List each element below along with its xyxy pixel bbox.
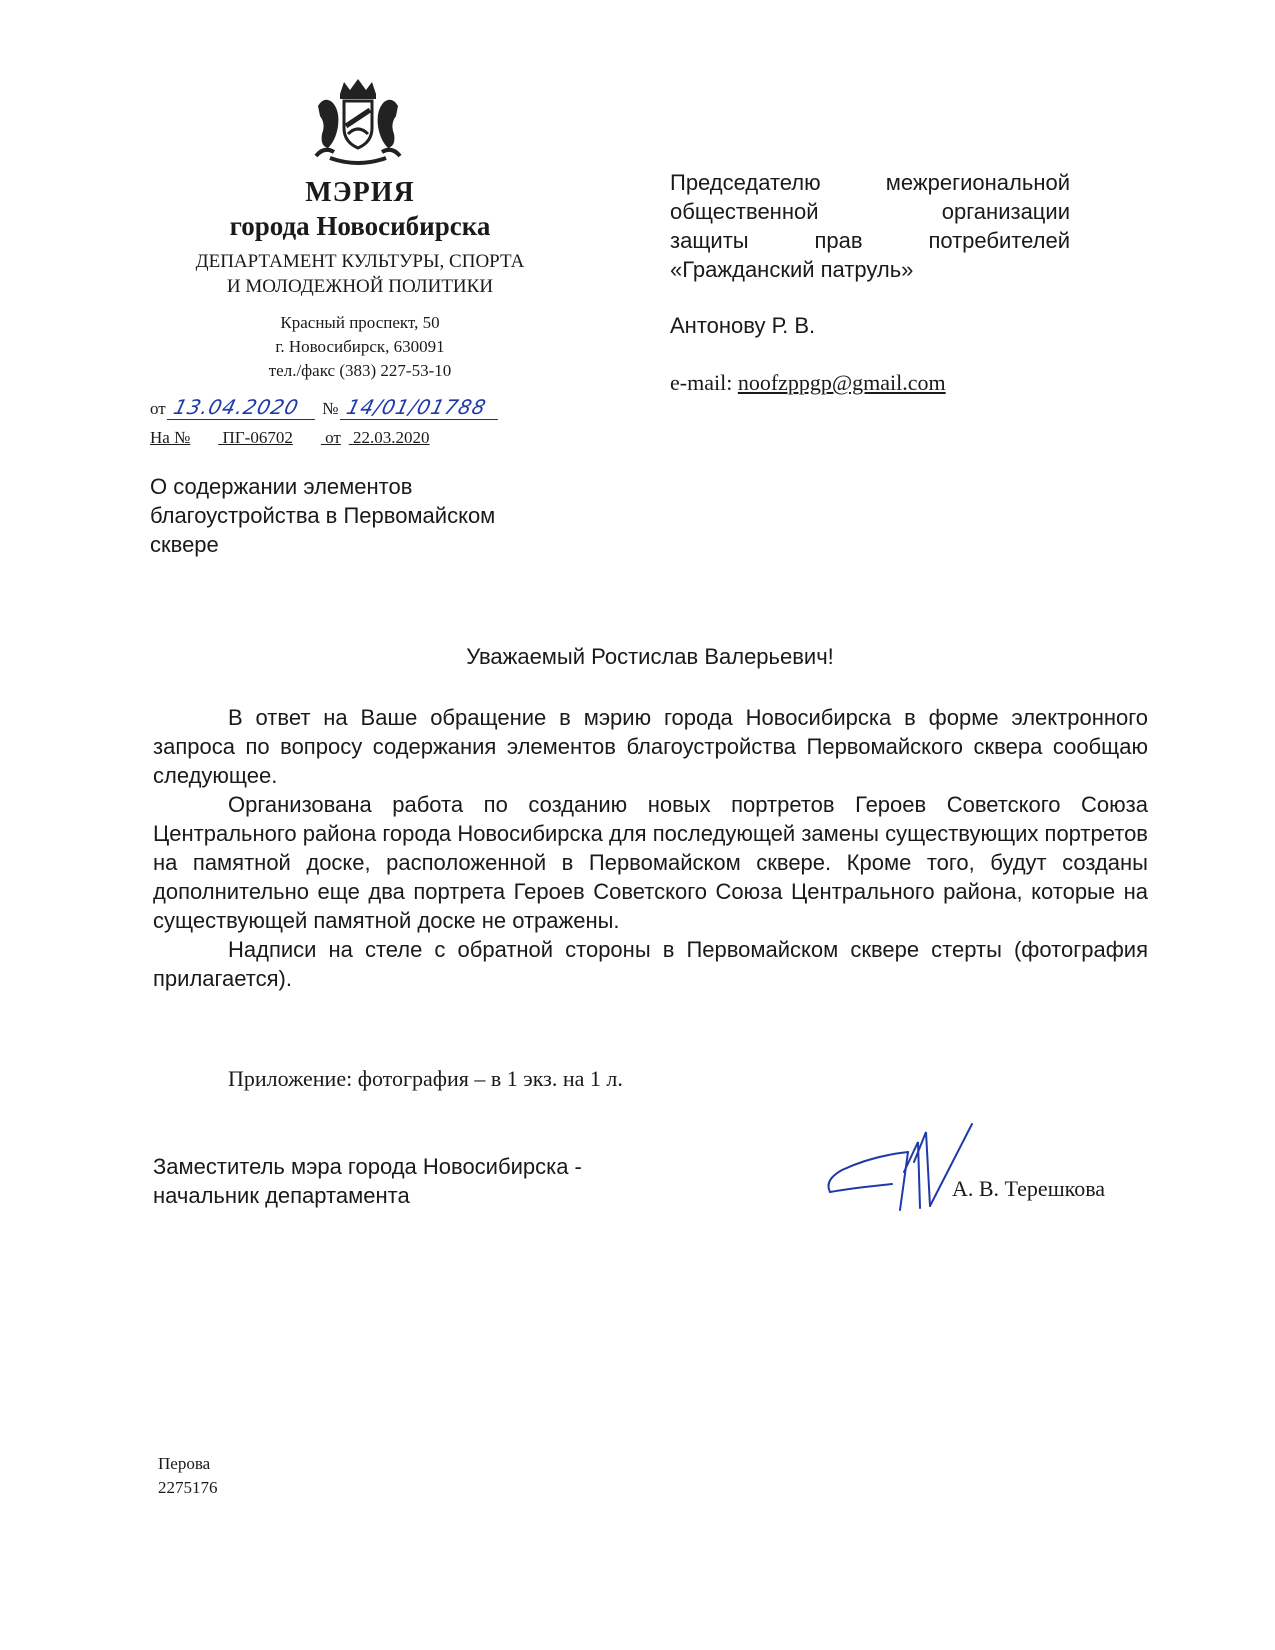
greeting: Уважаемый Ростислав Валерьевич! (466, 644, 834, 669)
email-link[interactable]: noofzppgp@gmail.com (737, 370, 946, 395)
reply-from-label: от (325, 428, 341, 447)
body-paragraph: Надписи на стеле с обратной стороны в Первомайском сквере стерты (фотография прилагается). (153, 937, 1148, 991)
reply-label: На № (150, 428, 191, 447)
signer-position (153, 1152, 713, 1210)
org-address (150, 311, 570, 383)
department-name (150, 249, 570, 299)
addressee-line: общественной организации (670, 199, 1070, 224)
department-line: И МОЛОДЕЖНОЙ ПОЛИТИКИ (226, 276, 494, 297)
number-label: № (322, 399, 339, 418)
handwritten-signature (822, 1122, 992, 1218)
executor-phone: 2275176 (158, 1478, 218, 1497)
subject-line: благоустройства в Первомайском (150, 503, 496, 528)
email-label: e-mail: (670, 370, 733, 395)
subject-line: сквере (150, 532, 219, 557)
attachment-note: Приложение: фотография – в 1 экз. на 1 л. (228, 1066, 623, 1091)
org-city: города Новосибирска (229, 211, 491, 241)
addressee-line: «Гражданский патруль» (670, 257, 914, 282)
subject-line: О содержании элементов (150, 474, 413, 499)
reply-reference (150, 428, 458, 448)
addressee-name: Антонову Р. В. (670, 313, 816, 338)
addressee-line: Председателю межрегиональной (670, 170, 1070, 195)
addressee-email (670, 370, 946, 396)
body-paragraph: В ответ на Ваше обращение в мэрию города Новосибирска в форме электронного запроса по вопросу содержания элементов благоустройства Первомайского сквера сообщаю следующее. (153, 705, 1148, 788)
executor-name: Перова (158, 1454, 211, 1473)
reply-number: ПГ-06702 (222, 428, 293, 447)
address-phone: тел./факс (383) 227-53-10 (268, 361, 452, 380)
city-coat-of-arms-icon (310, 76, 406, 168)
position-line: Заместитель мэра города Новосибирска - (153, 1154, 582, 1179)
department-line: ДЕПАРТАМЕНТ КУЛЬТУРЫ, СПОРТА (195, 251, 525, 272)
org-name: МЭРИЯ (305, 177, 415, 208)
address-street: Красный проспект, 50 (280, 313, 440, 332)
letter-body (153, 703, 1148, 993)
addressee-block (670, 168, 1070, 284)
body-paragraph: Организована работа по созданию новых портретов Героев Советского Союза Центрального района города Новосибирска для последующей замены существующих портретов на памятной доске, расположенной в Первомайском сквере. Кроме того, будут созданы дополнительно еще два портрета Героев Советского Союза Центрального района, которые на существующей памятной доске не отражены. (153, 792, 1148, 933)
handwritten-date: 13.04.2020 (167, 395, 321, 420)
signer-name: А. В. Терешкова (952, 1176, 1106, 1201)
registration-line (150, 395, 501, 421)
addressee-line: защиты прав потребителей (670, 228, 1070, 253)
address-city: г. Новосибирск, 630091 (275, 337, 445, 356)
reply-date: 22.03.2020 (353, 428, 430, 447)
from-label: от (150, 399, 166, 418)
handwritten-number: 14/01/01788 (340, 395, 504, 420)
position-line: начальник департамента (153, 1183, 410, 1208)
letter-subject (150, 472, 580, 559)
executor-info (158, 1452, 218, 1500)
